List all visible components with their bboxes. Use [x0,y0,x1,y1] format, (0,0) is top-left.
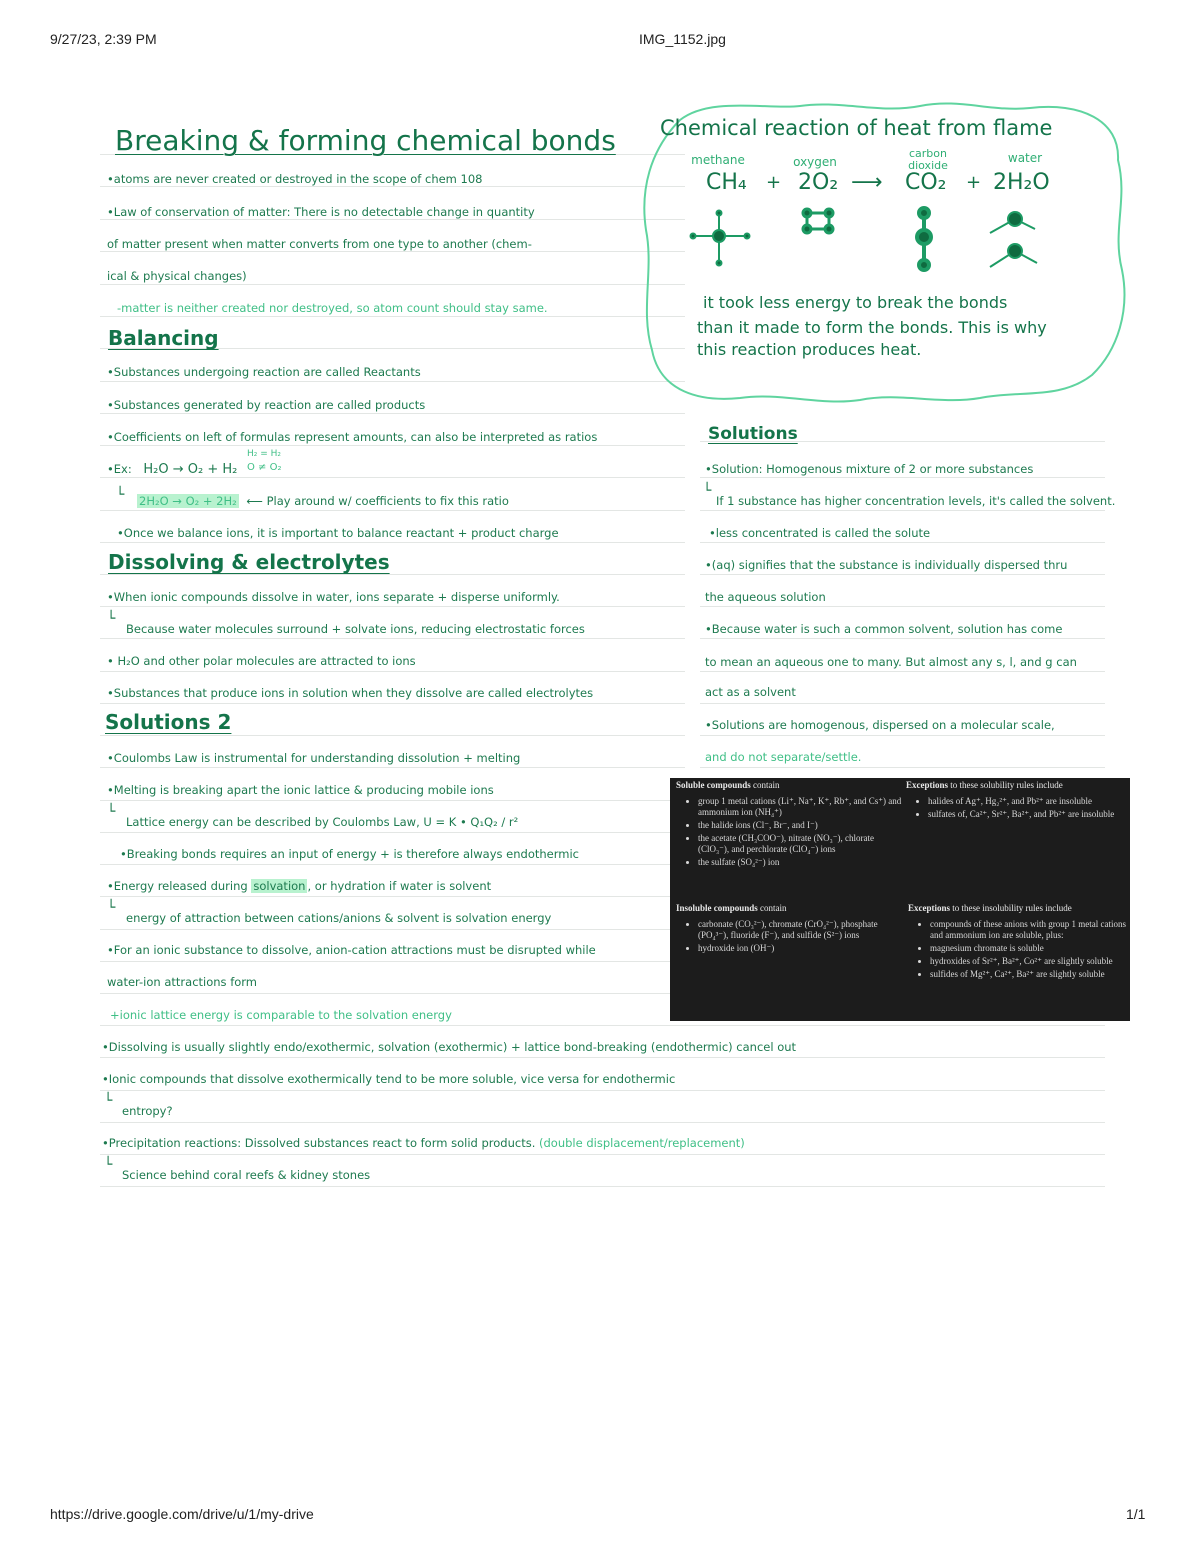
note-line: •Coefficients on left of formulas represent amounts, can also be interpreted as ratios [107,430,598,444]
note-line: •less concentrated is called the solute [709,526,931,540]
rule-line [700,477,1105,478]
note-line: •Substances generated by reaction are called products [107,398,426,412]
cloud-title: Chemical reaction of heat from flame [660,116,1053,140]
rule-item: • hydroxide ion (OH⁻) [698,943,906,954]
label-water: water [1007,151,1043,165]
corner-arrow-icon: └ [104,1157,113,1173]
note-line: •When ionic compounds dissolve in water, ions separate + disperse uniformly. [107,590,560,604]
rule-line [700,735,1105,736]
corner-arrow-icon: └ [104,1093,113,1109]
note-line: Because water molecules surround + solvate ions, reducing electrostatic forces [126,622,585,636]
rule-item: • group 1 metal cations (Li⁺, Na⁺, K⁺, Rb⁺, and Cs⁺) and ammonium ion (NH₄⁺) [698,796,906,818]
heading-dissolving: Dissolving & electrolytes [108,550,390,574]
corner-arrow-icon: └ [107,804,116,820]
rule-line [700,638,1105,639]
rule-line [700,574,1105,575]
rule-line [100,284,685,285]
insoluble-exceptions-list [908,919,1128,980]
rule-line [100,671,685,672]
rule-line [100,606,685,607]
note-line: •For an ionic substance to dissolve, anion-cation attractions must be disrupted while [107,943,596,957]
soluble-exceptions-column [906,780,1128,822]
soluble-exceptions-heading: Exceptions to these solubility rules include [906,780,1063,790]
print-page-number: 1/1 [1126,1506,1146,1522]
rule-item: • halides of Ag⁺, Hg₂²⁺, and Pb²⁺ are insoluble [928,796,1128,807]
label-carbon-dioxide: carbon dioxide [908,147,948,172]
rule-line [100,961,685,962]
rule-item: • sulfides of Mg²⁺, Ca²⁺, Ba²⁺ are slightly soluble [930,969,1128,980]
formula-co2: CO₂ [905,170,947,195]
rule-line [100,1025,1105,1026]
note-line: •Substances that produce ions in solution when they dissolve are called electrolytes [107,686,594,700]
heading-balancing: Balancing [108,326,219,350]
rule-line [100,832,685,833]
rule-line [100,929,685,930]
note-line-coulomb: Lattice energy can be described by Coulombs Law, U = K • Q₁Q₂ / r² [126,815,519,829]
label-oxygen: oxygen [793,155,837,169]
note-line: If 1 substance has higher concentration levels, it's called the solvent. [716,494,1116,508]
note-text: and do not separate/settle. [705,750,862,764]
note-line: •Once we balance ions, it is important to balance reactant + product charge [117,526,559,540]
formula-o2: 2O₂ [798,170,839,195]
rule-line [700,767,1105,768]
molecule-drawings [685,205,1065,275]
rule-line [100,381,685,382]
soluble-heading: Soluble compounds contain [676,780,780,790]
cloud-note-line: than it made to form the bonds. This is why [697,318,1047,337]
rule-line [100,316,685,317]
soluble-exceptions-list [906,796,1128,820]
print-datetime: 9/27/23, 2:39 PM [50,31,157,47]
note-line [117,300,548,316]
rule-item: • hydroxides of Sr²⁺, Ba²⁺, Co²⁺ are slightly soluble [930,956,1128,967]
note-line: • H₂O and other polar molecules are attracted to ions [107,654,416,668]
solubility-rules-table [670,778,1130,1021]
corner-arrow-icon: └ [116,487,125,503]
note-line: to mean an aqueous one to many. But almost any s, l, and g can [705,655,1077,669]
rule-line [100,574,685,575]
rule-line [100,1122,1105,1123]
corner-arrow-icon: └ [107,611,116,627]
heading-solutions-2: Solutions 2 [105,710,232,734]
cloud-note-line: this reaction produces heat. [697,340,922,359]
rule-line [100,1154,1105,1155]
note-line: energy of attraction between cations/anions & solvent is solvation energy [126,911,552,925]
note-line-balanced [137,493,509,509]
note-text: , or hydration if water is solvent [307,879,492,893]
note-line-precipitation [102,1135,745,1151]
rule-line [100,445,685,446]
highlight-solvation: solvation [253,879,306,893]
reaction-arrow-icon: ⟶ [851,170,883,195]
note-line [110,1007,452,1023]
note-text: •Energy released during [107,879,248,893]
insoluble-heading: Insoluble compounds contain [676,903,787,913]
note-line: the aqueous solution [705,590,826,604]
rule-item: • sulfates of, Ca²⁺, Sr²⁺, Ba²⁺, and Pb²⁺ are insoluble [928,809,1128,820]
example-equation: H₂O → O₂ + H₂ [143,462,238,477]
rule-line [100,542,685,543]
rule-line [100,413,685,414]
note-line: •Because water is such a common solvent, solution has come [705,622,1063,636]
note-line: •Solutions are homogenous, dispersed on a molecular scale, [705,718,1055,732]
rule-line [100,993,685,994]
rule-item: • compounds of these anions with group 1 metal cations and ammonium ion are soluble, plus: [930,919,1128,941]
note-line: water-ion attractions form [107,975,258,989]
example-label: •Ex: [107,462,132,476]
rule-line [100,1057,1105,1058]
rule-line [100,510,685,511]
print-filename: IMG_1152.jpg [639,31,726,47]
note-line: •Solution: Homogenous mixture of 2 or more substances [705,462,1034,476]
rule-line [700,671,1105,672]
rule-item: • the halide ions (Cl⁻, Br⁻, and I⁻) [698,820,906,831]
insoluble-exceptions-column [908,903,1128,982]
note-line: Science behind coral reefs & kidney stones [122,1168,371,1182]
formula-plus: + [966,172,982,193]
note-line-example [107,461,237,478]
rule-line [100,800,685,801]
formula-plus: + [766,172,782,193]
note-line-solvation [107,878,491,894]
note-line: •Substances undergoing reaction are called Reactants [107,365,421,379]
rule-line [100,1090,1105,1091]
note-line: of matter present when matter converts from one type to another (chem- [107,237,532,251]
note-text: -matter is neither created nor destroyed, so atom count should stay same. [117,301,548,315]
rule-line [100,896,685,897]
note-line: •Coulombs Law is instrumental for understanding dissolution + melting [107,751,521,765]
note-text-light: (double displacement/replacement) [539,1136,745,1150]
note-text: +ionic lattice energy is comparable to the solvation energy [110,1008,452,1022]
note-line: •Ionic compounds that dissolve exothermically tend to be more soluble, vice versa for endothermic [102,1072,676,1086]
insoluble-compounds-column [676,903,906,956]
note-line: act as a solvent [705,685,796,699]
note-text: •Precipitation reactions: Dissolved substances react to form solid products. [102,1136,536,1150]
example-note-top: H₂ = H₂ [247,449,282,459]
balanced-equation: 2H₂O → O₂ + 2H₂ [139,494,237,508]
rule-line [700,510,1105,511]
corner-arrow-icon: └ [703,483,712,499]
oxygen-molecule-icon [803,209,833,233]
label-methane: methane [691,153,745,167]
co2-molecule-icon [917,208,931,270]
corner-arrow-icon: └ [107,900,116,916]
methane-molecule-icon [691,211,750,266]
rule-item: • the sulfate (SO₄²⁻) ion [698,857,906,868]
rule-line [100,1186,1105,1187]
print-url[interactable]: https://drive.google.com/drive/u/1/my-drive [50,1506,314,1522]
note-line: •atoms are never created or destroyed in the scope of chem 108 [107,172,483,186]
insoluble-exceptions-heading: Exceptions to these insolubility rules include [908,903,1072,913]
rule-item: • carbonate (CO₃²⁻), chromate (CrO₄²⁻), phosphate (PO₄³⁻), fluoride (F⁻), and sulfide (S²⁻) ions [698,919,906,941]
rule-line [100,703,685,704]
title-breaking-forming: Breaking & forming chemical bonds [115,124,616,157]
rule-line [700,703,1105,704]
note-line: •Breaking bonds requires an input of energy + is therefore always endothermic [120,847,579,861]
formula-h2o: 2H₂O [993,170,1050,195]
rule-line [700,542,1105,543]
rule-item: • the acetate (CH₃COO⁻), nitrate (NO₃⁻), chlorate (ClO₃⁻), and perchlorate (ClO₄⁻) ions [698,833,906,855]
insoluble-list [676,919,906,954]
note-line: •Melting is breaking apart the ionic lattice & producing mobile ions [107,783,494,797]
note-line: •Dissolving is usually slightly endo/exothermic, solvation (exothermic) + lattice bond-breaking (endothermic) cancel out [102,1040,797,1054]
formula-ch4: CH₄ [706,170,747,195]
rule-line [100,735,685,736]
balanced-note: ⟵ Play around w/ coefficients to fix this ratio [246,494,509,508]
soluble-compounds-column [676,780,906,870]
note-line: entropy? [122,1104,173,1118]
note-line: ical & physical changes) [107,269,247,283]
water-molecule-icon [990,212,1037,267]
note-line: •Law of conservation of matter: There is no detectable change in quantity [107,205,535,219]
rule-line [700,606,1105,607]
rule-item: • magnesium chromate is soluble [930,943,1128,954]
cloud-note-line: it took less energy to break the bonds [703,293,1008,312]
note-line: •(aq) signifies that the substance is individually dispersed thru [705,558,1068,572]
rule-line [100,864,685,865]
note-line [705,749,861,765]
rule-line [100,638,685,639]
rule-line [100,767,685,768]
example-note-bottom: O ≠ O₂ [247,462,282,473]
heading-solutions: Solutions [708,424,798,444]
soluble-list [676,796,906,868]
